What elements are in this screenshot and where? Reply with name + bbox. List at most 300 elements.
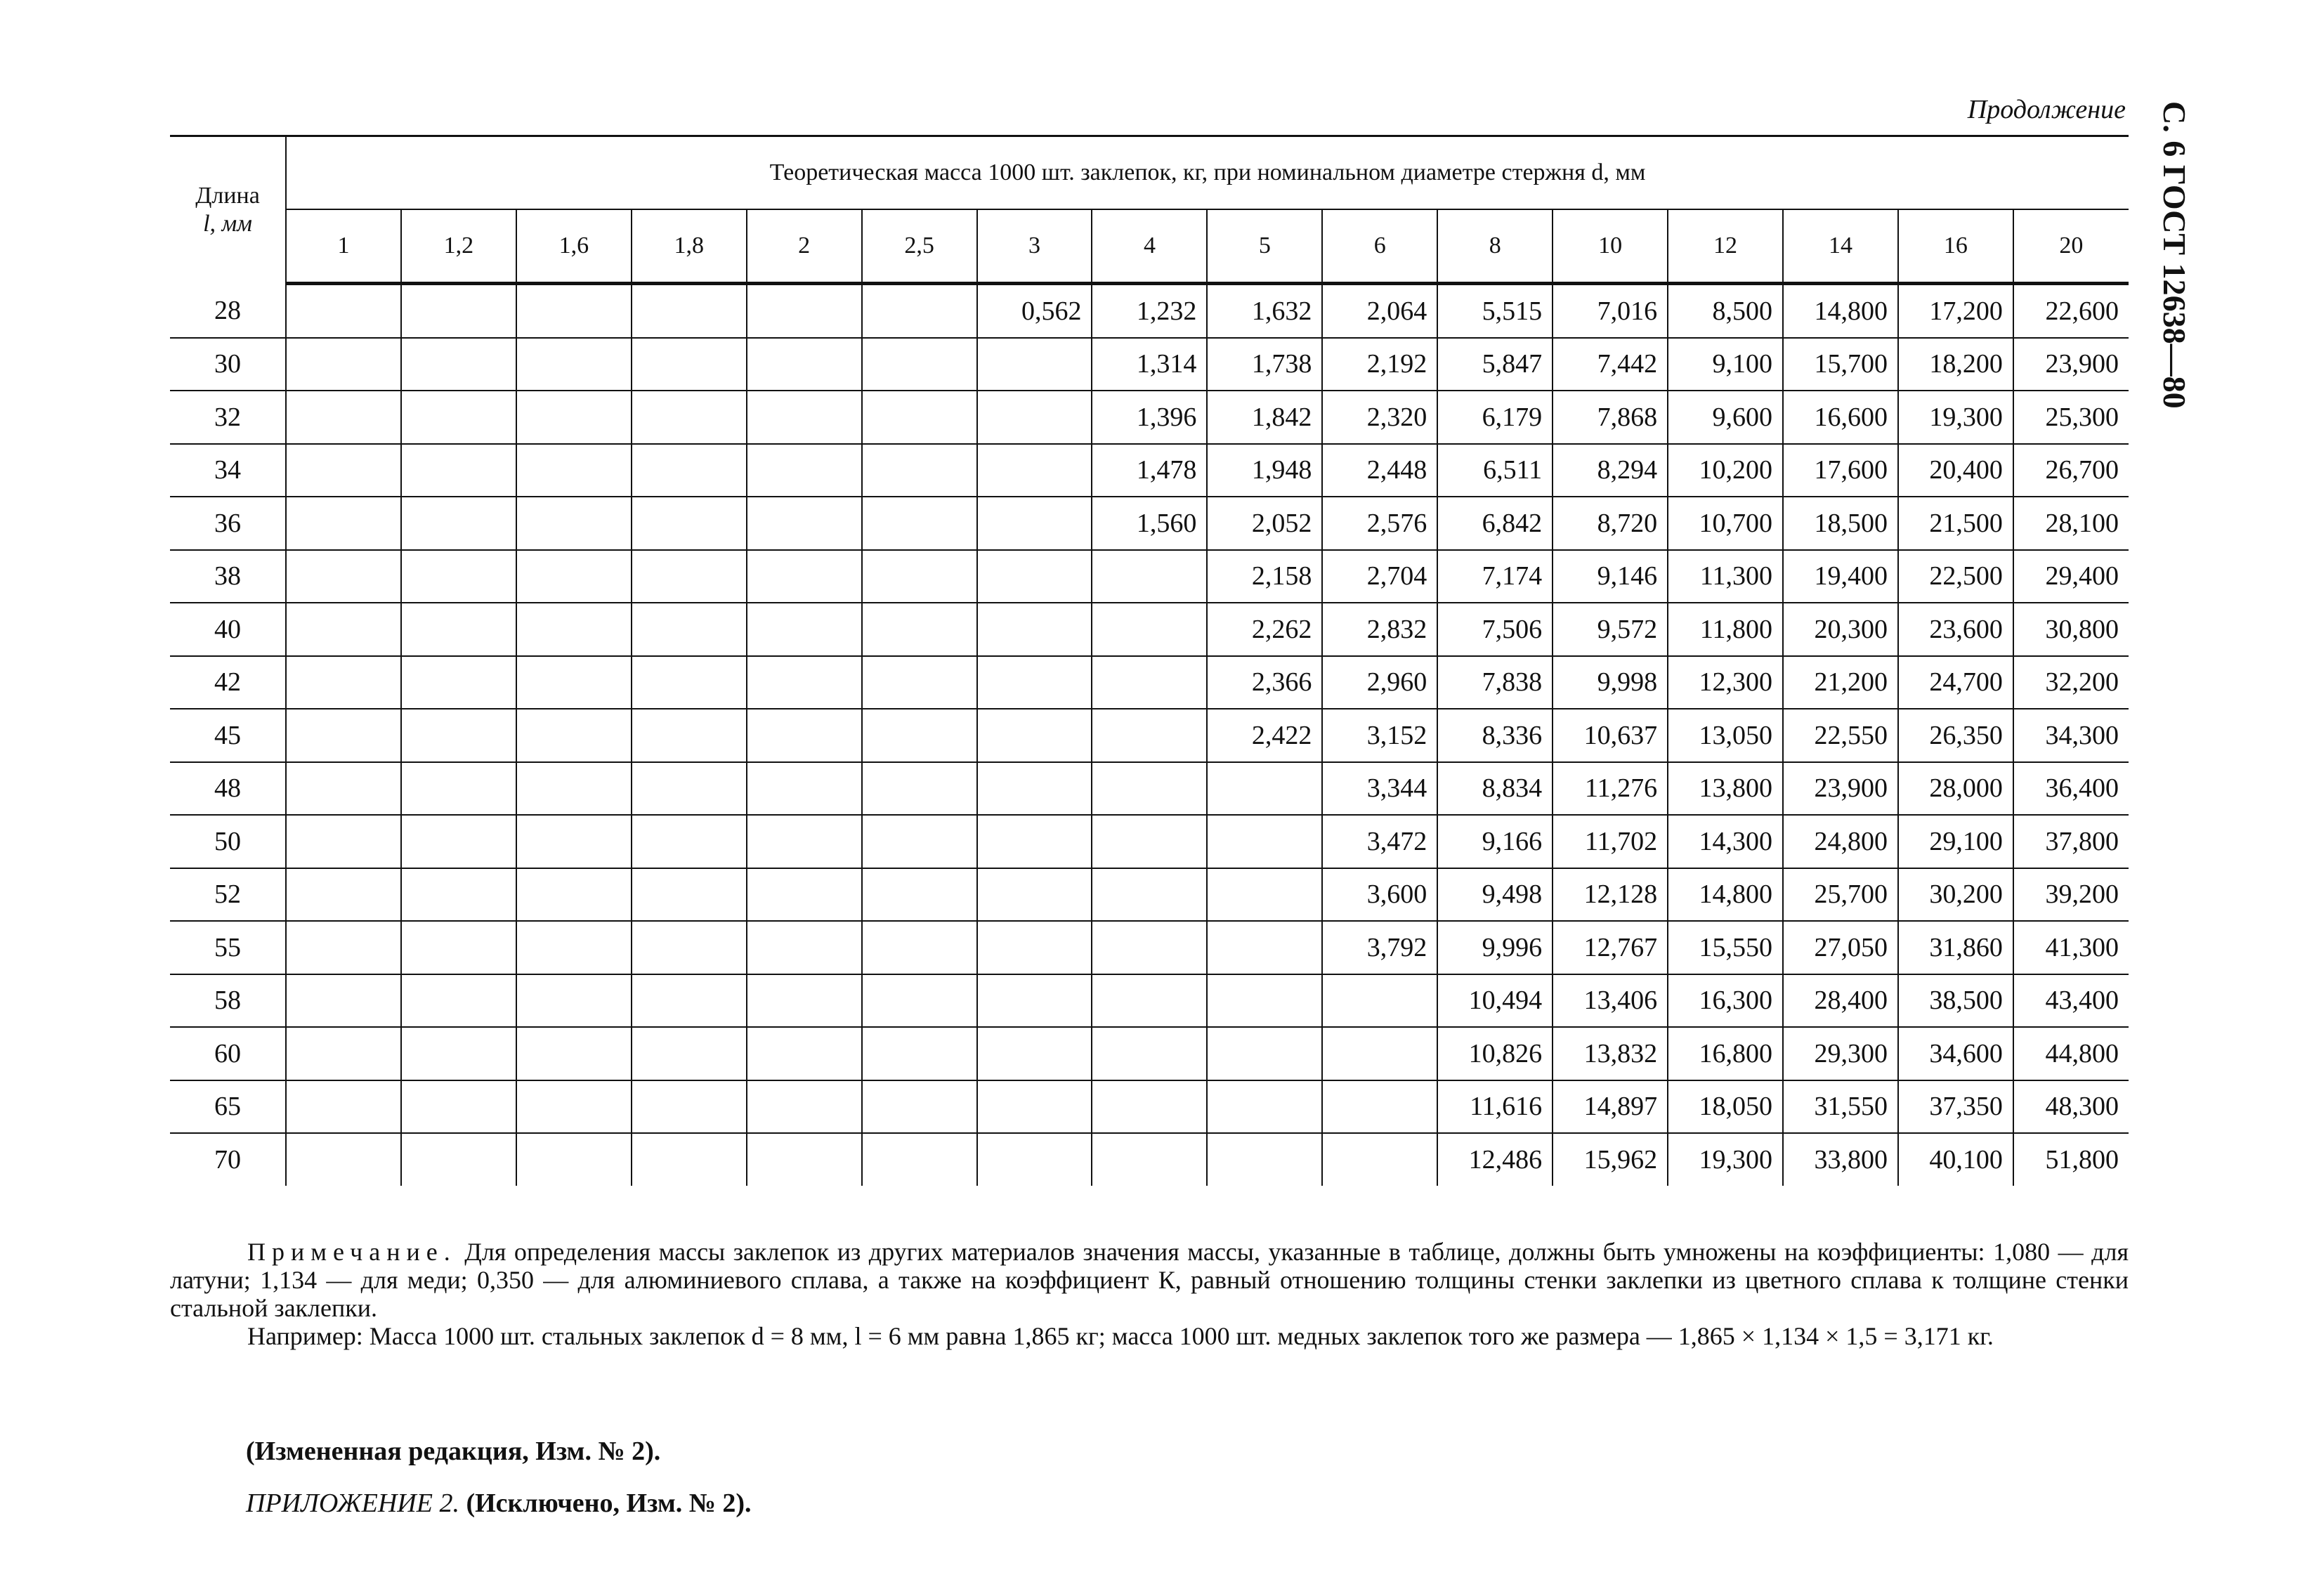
- mass-cell: [516, 656, 632, 709]
- mass-cell: [1092, 868, 1207, 922]
- mass-cell: [286, 762, 401, 816]
- mass-cell: 1,396: [1092, 391, 1207, 444]
- mass-cell: 2,832: [1322, 603, 1437, 656]
- mass-cell: 9,600: [1668, 391, 1783, 444]
- mass-cell: 19,300: [1898, 391, 2013, 444]
- length-cell: 34: [170, 444, 286, 497]
- mass-cell: [1207, 815, 1322, 868]
- mass-cell: [862, 603, 977, 656]
- mass-cell: 1,478: [1092, 444, 1207, 497]
- mass-cell: [747, 709, 862, 762]
- mass-cell: 7,868: [1553, 391, 1668, 444]
- mass-cell: 21,200: [1783, 656, 1898, 709]
- mass-cell: [516, 762, 632, 816]
- mass-cell: [516, 284, 632, 338]
- mass-cell: 30,800: [2013, 603, 2129, 656]
- mass-cell: 31,550: [1783, 1080, 1898, 1134]
- table-row: [170, 762, 2129, 816]
- mass-cell: [1207, 974, 1322, 1028]
- length-cell: 70: [170, 1133, 286, 1186]
- table-row: [170, 1133, 2129, 1186]
- diameter-header-row: [170, 209, 2129, 284]
- mass-cell: 8,500: [1668, 284, 1783, 338]
- length-cell: 45: [170, 709, 286, 762]
- mass-cell: 14,897: [1553, 1080, 1668, 1134]
- mass-cell: 7,506: [1437, 603, 1553, 656]
- mass-cell: [747, 603, 862, 656]
- note-block: [170, 1238, 2129, 1350]
- mass-cell: [747, 921, 862, 974]
- mass-cell: 39,200: [2013, 868, 2129, 922]
- mass-cell: [1207, 1027, 1322, 1080]
- mass-cell: 5,515: [1437, 284, 1553, 338]
- mass-cell: 3,152: [1322, 709, 1437, 762]
- mass-cell: 13,832: [1553, 1027, 1668, 1080]
- mass-cell: [632, 550, 747, 603]
- mass-cell: 3,344: [1322, 762, 1437, 816]
- mass-cell: 10,494: [1437, 974, 1553, 1028]
- mass-cell: [286, 709, 401, 762]
- table-row: [170, 1080, 2129, 1134]
- mass-cell: [1092, 1027, 1207, 1080]
- mass-cell: [977, 709, 1092, 762]
- mass-cell: 18,050: [1668, 1080, 1783, 1134]
- mass-cell: [862, 338, 977, 391]
- edition-note: (Измененная редакция, Изм. № 2).: [246, 1437, 661, 1466]
- mass-cell: 10,637: [1553, 709, 1668, 762]
- mass-cell: 1,632: [1207, 284, 1322, 338]
- mass-cell: [1207, 1133, 1322, 1186]
- mass-cell: 25,700: [1783, 868, 1898, 922]
- mass-cell: 9,100: [1668, 338, 1783, 391]
- mass-cell: 20,400: [1898, 444, 2013, 497]
- page-header: С. 6 ГОСТ 12638—80: [2157, 101, 2192, 409]
- mass-cell: [632, 1027, 747, 1080]
- mass-cell: 24,700: [1898, 656, 2013, 709]
- mass-cell: [401, 497, 516, 550]
- mass-cell: [286, 391, 401, 444]
- mass-cell: [632, 974, 747, 1028]
- mass-cell: 16,300: [1668, 974, 1783, 1028]
- length-cell: 36: [170, 497, 286, 550]
- mass-cell: 1,560: [1092, 497, 1207, 550]
- mass-cell: [286, 868, 401, 922]
- mass-cell: 2,192: [1322, 338, 1437, 391]
- mass-cell: [862, 709, 977, 762]
- mass-cell: [1092, 1080, 1207, 1134]
- mass-cell: [862, 284, 977, 338]
- mass-cell: 27,050: [1783, 921, 1898, 974]
- mass-cell: [401, 550, 516, 603]
- continuation-label: Продолжение: [1967, 95, 2126, 124]
- mass-cell: [1322, 1080, 1437, 1134]
- mass-cell: 2,448: [1322, 444, 1437, 497]
- mass-cell: [977, 391, 1092, 444]
- mass-cell: [632, 284, 747, 338]
- mass-cell: [747, 1133, 862, 1186]
- mass-cell: 21,500: [1898, 497, 2013, 550]
- mass-cell: [516, 868, 632, 922]
- mass-cell: 14,800: [1668, 868, 1783, 922]
- mass-cell: 9,572: [1553, 603, 1668, 656]
- mass-cell: [401, 603, 516, 656]
- mass-cell: [977, 338, 1092, 391]
- note-paragraph: [170, 1238, 2129, 1322]
- mass-cell: [1207, 1080, 1322, 1134]
- length-cell: 60: [170, 1027, 286, 1080]
- mass-cell: 18,200: [1898, 338, 2013, 391]
- mass-cell: [516, 550, 632, 603]
- mass-cell: [401, 444, 516, 497]
- mass-cell: [747, 550, 862, 603]
- mass-cell: [1092, 762, 1207, 816]
- mass-cell: 11,300: [1668, 550, 1783, 603]
- mass-cell: 7,174: [1437, 550, 1553, 603]
- diameter-header-cell: 10: [1553, 209, 1668, 284]
- mass-cell: [747, 497, 862, 550]
- mass-cell: [286, 284, 401, 338]
- mass-cell: 22,550: [1783, 709, 1898, 762]
- mass-cell: 2,262: [1207, 603, 1322, 656]
- mass-cell: [977, 1027, 1092, 1080]
- mass-cell: 8,336: [1437, 709, 1553, 762]
- mass-cell: 23,900: [2013, 338, 2129, 391]
- mass-cell: [632, 868, 747, 922]
- mass-cell: 1,842: [1207, 391, 1322, 444]
- table-row: [170, 497, 2129, 550]
- mass-cell: 22,500: [1898, 550, 2013, 603]
- mass-cell: [747, 815, 862, 868]
- appendix-note: [246, 1488, 752, 1519]
- mass-cell: [747, 762, 862, 816]
- table-row: [170, 921, 2129, 974]
- mass-cell: [632, 603, 747, 656]
- mass-cell: 11,800: [1668, 603, 1783, 656]
- mass-cell: [401, 1080, 516, 1134]
- length-cell: 50: [170, 815, 286, 868]
- mass-cell: [1092, 974, 1207, 1028]
- mass-cell: [286, 1133, 401, 1186]
- mass-cell: 9,996: [1437, 921, 1553, 974]
- mass-cell: [1092, 709, 1207, 762]
- mass-cell: [632, 1133, 747, 1186]
- mass-cell: [1092, 656, 1207, 709]
- mass-cell: [632, 497, 747, 550]
- mass-cell: [747, 391, 862, 444]
- mass-cell: 14,800: [1783, 284, 1898, 338]
- mass-cell: [516, 1080, 632, 1134]
- mass-cell: [401, 762, 516, 816]
- mass-cell: [516, 921, 632, 974]
- mass-cell: [1322, 1133, 1437, 1186]
- mass-cell: [862, 656, 977, 709]
- diameter-header-cell: 1,6: [516, 209, 632, 284]
- mass-cell: 2,052: [1207, 497, 1322, 550]
- mass-cell: 9,498: [1437, 868, 1553, 922]
- mass-cell: [1207, 868, 1322, 922]
- mass-cell: 43,400: [2013, 974, 2129, 1028]
- mass-cell: 16,800: [1668, 1027, 1783, 1080]
- length-header-line2: l, мм: [203, 211, 252, 237]
- table-row: [170, 1027, 2129, 1080]
- length-cell: 65: [170, 1080, 286, 1134]
- mass-cell: [1322, 1027, 1437, 1080]
- mass-cell: [1207, 921, 1322, 974]
- mass-cell: 30,200: [1898, 868, 2013, 922]
- mass-cell: [747, 444, 862, 497]
- mass-cell: [286, 603, 401, 656]
- mass-cell: [516, 709, 632, 762]
- mass-cell: [862, 497, 977, 550]
- mass-cell: 12,128: [1553, 868, 1668, 922]
- mass-cell: 2,064: [1322, 284, 1437, 338]
- mass-cell: [977, 603, 1092, 656]
- diameter-header-cell: 12: [1668, 209, 1783, 284]
- mass-cell: [1092, 1133, 1207, 1186]
- mass-cell: 15,550: [1668, 921, 1783, 974]
- mass-cell: 9,146: [1553, 550, 1668, 603]
- length-cell: 58: [170, 974, 286, 1028]
- table-row: [170, 603, 2129, 656]
- diameter-header-cell: 6: [1322, 209, 1437, 284]
- mass-cell: 14,300: [1668, 815, 1783, 868]
- table-row: [170, 444, 2129, 497]
- mass-cell: [747, 656, 862, 709]
- mass-cell: 2,704: [1322, 550, 1437, 603]
- table-row: [170, 656, 2129, 709]
- mass-cell: [286, 974, 401, 1028]
- mass-cell: [632, 1080, 747, 1134]
- table-row: [170, 550, 2129, 603]
- mass-cell: [401, 656, 516, 709]
- mass-cell: 2,158: [1207, 550, 1322, 603]
- note-label: Примечание.: [247, 1238, 457, 1266]
- mass-cell: [862, 868, 977, 922]
- mass-cell: 1,232: [1092, 284, 1207, 338]
- mass-cell: 24,800: [1783, 815, 1898, 868]
- mass-cell: [401, 868, 516, 922]
- mass-cell: [862, 444, 977, 497]
- mass-cell: [286, 497, 401, 550]
- mass-cell: 51,800: [2013, 1133, 2129, 1186]
- mass-cell: [1092, 921, 1207, 974]
- mass-cell: 2,422: [1207, 709, 1322, 762]
- mass-cell: [977, 921, 1092, 974]
- mass-cell: 37,350: [1898, 1080, 2013, 1134]
- mass-cell: [286, 550, 401, 603]
- mass-cell: 32,200: [2013, 656, 2129, 709]
- mass-cell: 13,050: [1668, 709, 1783, 762]
- mass-cell: 0,562: [977, 284, 1092, 338]
- mass-cell: 7,838: [1437, 656, 1553, 709]
- mass-cell: 1,948: [1207, 444, 1322, 497]
- mass-cell: 10,700: [1668, 497, 1783, 550]
- rivet-mass-table: [170, 135, 2129, 1186]
- mass-cell: [862, 974, 977, 1028]
- mass-cell: 11,616: [1437, 1080, 1553, 1134]
- mass-cell: [286, 1027, 401, 1080]
- mass-cell: 34,300: [2013, 709, 2129, 762]
- mass-cell: 19,400: [1783, 550, 1898, 603]
- mass-cell: 9,998: [1553, 656, 1668, 709]
- diameter-header-cell: 1,8: [632, 209, 747, 284]
- mass-cell: [977, 497, 1092, 550]
- note-example: Например: Масса 1000 шт. стальных заклепок d = 8 мм, l = 6 мм равна 1,865 кг; масса 1000 шт. медных заклепок того же размера — 1,865 × 1,134 × 1,5 = 3,171 кг.: [247, 1322, 1994, 1350]
- mass-cell: [747, 338, 862, 391]
- mass-cell: 6,179: [1437, 391, 1553, 444]
- length-cell: 52: [170, 868, 286, 922]
- table-row: [170, 338, 2129, 391]
- mass-cell: 11,702: [1553, 815, 1668, 868]
- mass-cell: [862, 550, 977, 603]
- mass-cell: 19,300: [1668, 1133, 1783, 1186]
- mass-cell: [1092, 550, 1207, 603]
- mass-cell: [862, 762, 977, 816]
- mass-cell: 28,400: [1783, 974, 1898, 1028]
- mass-cell: [747, 974, 862, 1028]
- table-row: [170, 284, 2129, 338]
- mass-cell: [862, 1133, 977, 1186]
- mass-cell: 15,700: [1783, 338, 1898, 391]
- mass-cell: 29,400: [2013, 550, 2129, 603]
- diameter-header-cell: 14: [1783, 209, 1898, 284]
- table-row: [170, 868, 2129, 922]
- mass-cell: [632, 921, 747, 974]
- mass-cell: [977, 444, 1092, 497]
- mass-cell: 20,300: [1783, 603, 1898, 656]
- mass-cell: [977, 762, 1092, 816]
- mass-cell: 6,511: [1437, 444, 1553, 497]
- mass-cell: [632, 656, 747, 709]
- mass-cell: 10,826: [1437, 1027, 1553, 1080]
- mass-cell: [977, 1080, 1092, 1134]
- mass-cell: [747, 1027, 862, 1080]
- mass-cell: [862, 921, 977, 974]
- mass-cell: [977, 550, 1092, 603]
- mass-cell: [1092, 815, 1207, 868]
- mass-cell: 8,294: [1553, 444, 1668, 497]
- mass-cell: 8,720: [1553, 497, 1668, 550]
- mass-cell: [862, 391, 977, 444]
- mass-cell: [401, 1027, 516, 1080]
- appendix-status: (Исключено, Изм. № 2).: [466, 1489, 752, 1518]
- mass-cell: [286, 656, 401, 709]
- mass-cell: 11,276: [1553, 762, 1668, 816]
- mass-cell: 48,300: [2013, 1080, 2129, 1134]
- mass-cell: [632, 815, 747, 868]
- mass-cell: 9,166: [1437, 815, 1553, 868]
- mass-cell: 31,860: [1898, 921, 2013, 974]
- mass-cell: [286, 444, 401, 497]
- diameter-header-cell: 20: [2013, 209, 2129, 284]
- mass-cell: [632, 338, 747, 391]
- mass-cell: [862, 1080, 977, 1134]
- mass-cell: 37,800: [2013, 815, 2129, 868]
- mass-cell: 2,320: [1322, 391, 1437, 444]
- mass-cell: [977, 656, 1092, 709]
- mass-cell: 6,842: [1437, 497, 1553, 550]
- mass-cell: 12,767: [1553, 921, 1668, 974]
- diameter-header-cell: 2: [747, 209, 862, 284]
- mass-cell: [747, 1080, 862, 1134]
- mass-cell: 15,962: [1553, 1133, 1668, 1186]
- mass-cell: 3,472: [1322, 815, 1437, 868]
- length-cell: 42: [170, 656, 286, 709]
- table-row: [170, 391, 2129, 444]
- mass-cell: [1207, 762, 1322, 816]
- mass-cell: 13,406: [1553, 974, 1668, 1028]
- mass-cell: 28,100: [2013, 497, 2129, 550]
- mass-cell: [977, 815, 1092, 868]
- mass-cell: 1,314: [1092, 338, 1207, 391]
- mass-cell: 7,016: [1553, 284, 1668, 338]
- mass-cell: 34,600: [1898, 1027, 2013, 1080]
- diameter-header-cell: 5: [1207, 209, 1322, 284]
- mass-cell: 5,847: [1437, 338, 1553, 391]
- mass-cell: 29,300: [1783, 1027, 1898, 1080]
- mass-cell: [516, 974, 632, 1028]
- table-row: [170, 974, 2129, 1028]
- mass-cell: 22,600: [2013, 284, 2129, 338]
- diameter-header-cell: 2,5: [862, 209, 977, 284]
- mass-cell: [977, 868, 1092, 922]
- table-title: Теоретическая масса 1000 шт. заклепок, кг, при номинальном диаметре стержня d, мм: [286, 136, 2129, 210]
- mass-cell: 33,800: [1783, 1133, 1898, 1186]
- mass-cell: 13,800: [1668, 762, 1783, 816]
- mass-cell: [401, 284, 516, 338]
- table-row: [170, 709, 2129, 762]
- mass-cell: 36,400: [2013, 762, 2129, 816]
- mass-cell: [516, 497, 632, 550]
- mass-cell: [401, 815, 516, 868]
- mass-cell: 16,600: [1783, 391, 1898, 444]
- length-cell: 38: [170, 550, 286, 603]
- mass-cell: 41,300: [2013, 921, 2129, 974]
- diameter-header-cell: 16: [1898, 209, 2013, 284]
- mass-cell: 18,500: [1783, 497, 1898, 550]
- diameter-header-cell: 4: [1092, 209, 1207, 284]
- diameter-header-cell: 1,2: [401, 209, 516, 284]
- mass-cell: [862, 815, 977, 868]
- mass-cell: [632, 444, 747, 497]
- mass-cell: 12,300: [1668, 656, 1783, 709]
- note-text: Для определения массы заклепок из других материалов значения массы, указанные в таблице, должны быть умножены на коэффициенты: 1,080 — для латуни; 1,134 — для меди; 0,350 — для алюминиевого сплава, а также на коэффициент К, равный отношению толщины стенки заклепки из цветного сплава к толщине стенки стальной заклепки.: [170, 1238, 2129, 1322]
- mass-cell: [286, 338, 401, 391]
- mass-cell: [516, 338, 632, 391]
- table-body: [170, 284, 2129, 1186]
- mass-cell: 28,000: [1898, 762, 2013, 816]
- mass-cell: [401, 1133, 516, 1186]
- length-cell: 32: [170, 391, 286, 444]
- length-cell: 55: [170, 921, 286, 974]
- mass-cell: 25,300: [2013, 391, 2129, 444]
- mass-cell: [286, 815, 401, 868]
- diameter-header-cell: 3: [977, 209, 1092, 284]
- mass-cell: [1322, 974, 1437, 1028]
- mass-cell: [286, 1080, 401, 1134]
- mass-cell: 17,200: [1898, 284, 2013, 338]
- mass-cell: 7,442: [1553, 338, 1668, 391]
- mass-cell: 1,738: [1207, 338, 1322, 391]
- mass-cell: 29,100: [1898, 815, 2013, 868]
- mass-cell: [747, 868, 862, 922]
- mass-cell: [516, 1133, 632, 1186]
- mass-cell: 10,200: [1668, 444, 1783, 497]
- mass-cell: [632, 709, 747, 762]
- mass-cell: 2,576: [1322, 497, 1437, 550]
- mass-cell: [516, 603, 632, 656]
- mass-cell: [401, 921, 516, 974]
